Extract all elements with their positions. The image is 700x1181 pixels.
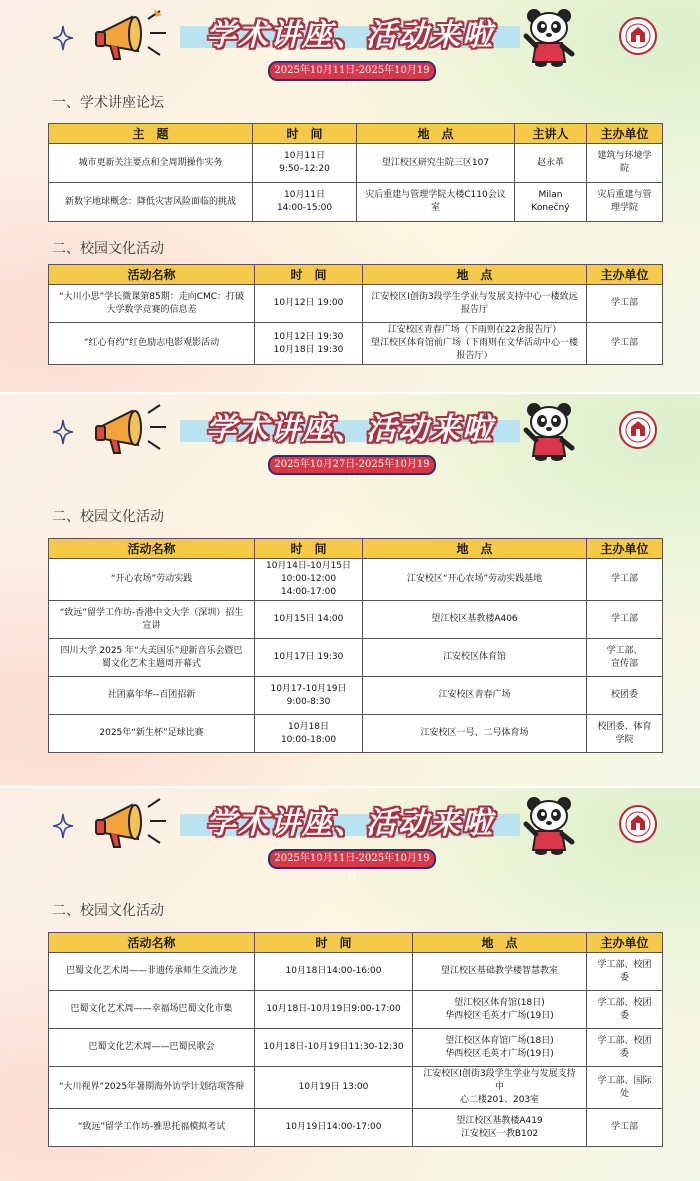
activity-name: “红心有约”红色励志电影观影活动 [49, 323, 255, 365]
activity-place: 江安校区青春广场（下雨则在22舍报告厅） 望江校区体育馆前广场（下雨则在文华活动中心一楼 报告厅） [363, 323, 587, 365]
sparkle-icon [52, 419, 74, 445]
table-row [49, 1067, 663, 1109]
activity-organizer: 学工部、 宣传部 [587, 639, 663, 677]
poster-panel-2 [0, 394, 700, 786]
activity-time: 10月17-10月19日 9:00-8:30 [255, 677, 363, 715]
table-row [49, 1029, 663, 1067]
column-header: 主讲人 [515, 124, 587, 144]
university-seal-icon [618, 410, 658, 450]
activity-time: 10月18日-10月19日9:00-17:00 [255, 991, 413, 1029]
lecture-speaker: 赵永革 [515, 144, 587, 183]
lecture-place: 望江校区研究生院三区107 [357, 144, 515, 183]
activity-organizer: 学工部 [587, 601, 663, 639]
activity-place: 望江校区基础教学楼智慧教室 [413, 953, 587, 991]
poster-header [0, 0, 700, 90]
lecture-time: 10月11日 14:00-15:00 [253, 183, 357, 222]
university-seal-icon [618, 16, 658, 56]
column-header: 活动名称 [49, 539, 255, 559]
activity-name: “大川视界”2025年暑期海外访学计划结项答辩 [49, 1067, 255, 1109]
column-header: 地 点 [363, 265, 587, 285]
activity-organizer: 校团委、体育 学院 [587, 715, 663, 753]
column-header: 时 间 [255, 539, 363, 559]
activity-name: 巴蜀文化艺术周——幸福场巴蜀文化市集 [49, 991, 255, 1029]
poster-title: 学术讲座、活动来啦 [206, 18, 494, 53]
activities-table [48, 538, 663, 753]
university-seal-icon [618, 804, 658, 844]
poster-title: 学术讲座、活动来啦 [206, 806, 494, 841]
activity-place: 望江校区基教楼A406 [363, 601, 587, 639]
column-header: 主办单位 [587, 265, 663, 285]
column-header: 主 题 [49, 124, 253, 144]
activity-time: 10月17日 19:30 [255, 639, 363, 677]
activity-time: 10月12日 19:30 10月18日 19:30 [255, 323, 363, 365]
table-row [49, 183, 663, 222]
activity-place: 江安校区“开心农场”劳动实践基地 [363, 559, 587, 601]
table-header-row [49, 265, 663, 285]
lecture-organizer: 灾后重建与管 理学院 [587, 183, 663, 222]
table-header-row [49, 124, 663, 144]
activity-place: 江安校区青春广场 [363, 677, 587, 715]
section-heading-activities: 二、校园文化活动 [52, 903, 164, 919]
lecture-speaker: Milan Konečný [515, 183, 587, 222]
lecture-topic: 新数字地球概念：降低灾害风险面临的挑战 [49, 183, 253, 222]
activity-place: 望江校区体育馆(18日) 华西校区毛英才广场(19日) [413, 991, 587, 1029]
date-range-badge: 2025年10月27日-2025年10月19日 [268, 455, 436, 475]
activity-organizer: 学工部 [587, 285, 663, 323]
column-header: 地 点 [363, 539, 587, 559]
activity-time: 10月14日-10月15日 10:00-12:00 14:00-17:00 [255, 559, 363, 601]
activity-time: 10月19日14:00-17:00 [255, 1109, 413, 1147]
table-row [49, 601, 663, 639]
table-row [49, 715, 663, 753]
panda-mascot-icon [520, 6, 578, 68]
activity-name: “大川小思”学长微课第85期：走向CMC：打破 大学数学竞赛的信息差 [49, 285, 255, 323]
sparkle-icon [52, 25, 74, 51]
section-heading-lectures: 一、学术讲座论坛 [52, 95, 164, 111]
activity-time: 10月18日14:00-16:00 [255, 953, 413, 991]
activity-place: 江安校区I创街3段学生学业与发展支持中 心二楼201、203室 [413, 1067, 587, 1109]
poster-panel-1 [0, 0, 700, 392]
poster-header [0, 394, 700, 484]
activity-place: 望江校区体育馆广场(18日) 华西校区毛英才广场(19日) [413, 1029, 587, 1067]
lecture-organizer: 建筑与环境学 院 [587, 144, 663, 183]
activity-name: “致远”留学工作坊-雅思托福模拟考试 [49, 1109, 255, 1147]
date-range-badge: 2025年10月11日-2025年10月19日 [268, 61, 436, 81]
table-row [49, 639, 663, 677]
activity-organizer: 学工部 [587, 559, 663, 601]
table-header-row [49, 539, 663, 559]
lecture-topic: 城市更新关注要点和全周期操作实务 [49, 144, 253, 183]
column-header: 主办单位 [587, 124, 663, 144]
activity-time: 10月19日 13:00 [255, 1067, 413, 1109]
column-header: 时 间 [255, 933, 413, 953]
column-header: 活动名称 [49, 265, 255, 285]
activity-organizer: 学工部、校团 委 [587, 953, 663, 991]
activities-table [48, 932, 663, 1147]
section-heading-activities: 二、校园文化活动 [52, 509, 164, 525]
activity-time: 10月18日 10:00-18:00 [255, 715, 363, 753]
activity-organizer: 学工部、校团 委 [587, 991, 663, 1029]
activity-name: “开心农场”劳动实践 [49, 559, 255, 601]
poster-header [0, 788, 700, 878]
table-header-row [49, 933, 663, 953]
table-row [49, 559, 663, 601]
activity-organizer: 学工部 [587, 323, 663, 365]
date-range-badge: 2025年10月11日-2025年10月19日 [268, 849, 436, 869]
lectures-table [48, 123, 663, 222]
column-header: 主办单位 [587, 539, 663, 559]
column-header: 活动名称 [49, 933, 255, 953]
activity-organizer: 学工部、校团 委 [587, 1029, 663, 1067]
activity-time: 10月12日 19:00 [255, 285, 363, 323]
activity-place: 江安校区I创街3段学生学业与发展支持中心一楼致远 报告厅 [363, 285, 587, 323]
table-row [49, 285, 663, 323]
activity-place: 江安校区一号、二号体育场 [363, 715, 587, 753]
panda-mascot-icon [520, 794, 578, 856]
activity-organizer: 校团委 [587, 677, 663, 715]
poster-panel-3 [0, 788, 700, 1181]
megaphone-icon [92, 793, 170, 855]
column-header: 地 点 [413, 933, 587, 953]
activity-name: 社团嘉年华--百团招新 [49, 677, 255, 715]
activity-name: 2025年“新生杯”足球比赛 [49, 715, 255, 753]
megaphone-icon [92, 399, 170, 461]
column-header: 地 点 [357, 124, 515, 144]
activity-name: 四川大学 2025 年“大美国乐”迎新音乐会暨巴 蜀文化艺术主题周开幕式 [49, 639, 255, 677]
megaphone-icon [92, 5, 170, 67]
lecture-place: 灾后重建与管理学院大楼C110会议 室 [357, 183, 515, 222]
column-header: 时 间 [253, 124, 357, 144]
activity-name: “致远”留学工作坊-香港中文大学（深圳）招生 宣讲 [49, 601, 255, 639]
panda-mascot-icon [520, 400, 578, 462]
poster-title: 学术讲座、活动来啦 [206, 412, 494, 447]
activity-organizer: 学工部 [587, 1109, 663, 1147]
section-heading-activities: 二、校园文化活动 [52, 241, 164, 257]
table-row [49, 1109, 663, 1147]
activity-place: 江安校区体育馆 [363, 639, 587, 677]
activity-time: 10月18日-10月19日11:30-12:30 [255, 1029, 413, 1067]
column-header: 时 间 [255, 265, 363, 285]
activities-table [48, 264, 663, 365]
table-row [49, 144, 663, 183]
sparkle-icon [52, 813, 74, 839]
activity-name: 巴蜀文化艺术周——非遗传承师生交流沙龙 [49, 953, 255, 991]
column-header: 主办单位 [587, 933, 663, 953]
table-row [49, 323, 663, 365]
activity-organizer: 学工部、国际 处 [587, 1067, 663, 1109]
lecture-time: 10月11日 9:50–12:20 [253, 144, 357, 183]
table-row [49, 953, 663, 991]
table-row [49, 991, 663, 1029]
activity-name: 巴蜀文化艺术周——巴蜀民歌会 [49, 1029, 255, 1067]
activity-place: 望江校区基教楼A419 江安校区一教B102 [413, 1109, 587, 1147]
activity-time: 10月15日 14:00 [255, 601, 363, 639]
table-row [49, 677, 663, 715]
